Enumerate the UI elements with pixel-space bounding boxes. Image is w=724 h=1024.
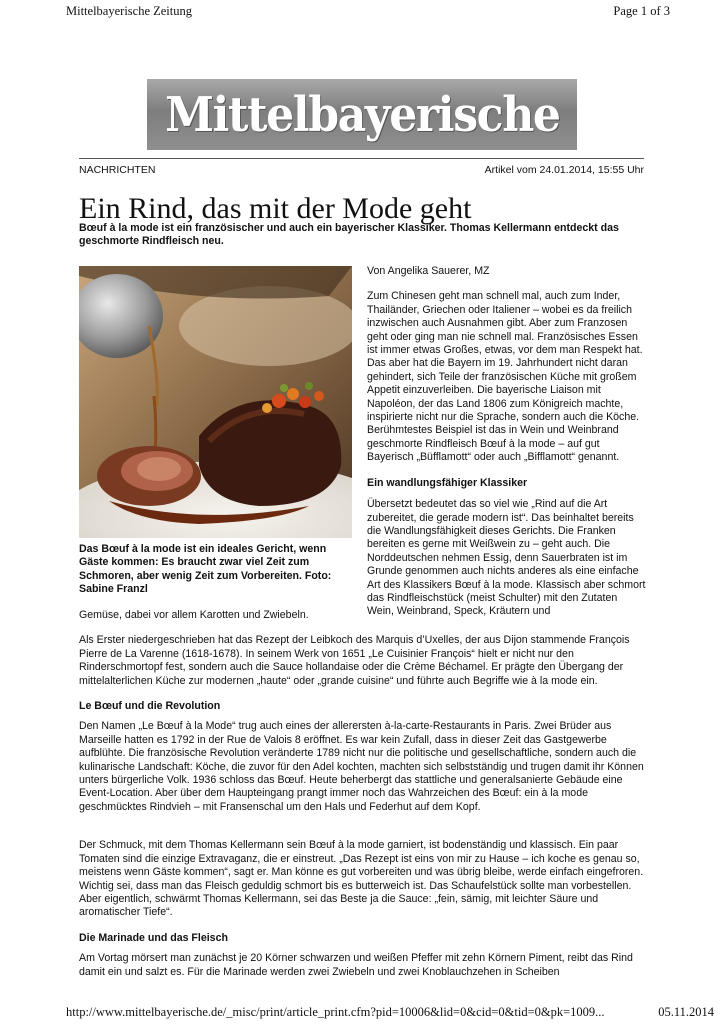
masthead-logo xyxy=(147,79,577,150)
paragraph-3: Als Erster niedergeschrieben hat das Rezept der Leibkoch des Marquis d’Uxelles, der aus Dijon stammende François Pierre de La Varenne (1618-1678). In seinem Werk von 1651 „Le Cuisinier François“ hielt er nicht nur den Rinderschmortopf fest, sondern auch die Sauce hollandaise oder die Crème Béchamel. Er prägte den Übergang der mittelalterlichen Küche zur modernen „haute“ oder „grande cuisine“ und führte auch Begriffe wie à la mode ein. xyxy=(79,634,630,687)
article-date: Artikel vom 24.01.2014, 15:55 Uhr xyxy=(484,164,644,176)
paragraph-5: Der Schmuck, mit dem Thomas Kellermann sein Bœuf à la mode garniert, ist bodenständig und klassisch. Ein paar Tomaten sind die einzige Extravaganz, die er einstreut. „Das Rezept ist eins von mir zu Hause – ich koche es genau so, meistens wenn Gäste kommen“, sagt er. Man könne es gut vorbereiten und was übrig bleibe, werde einfach eingefroren. Wichtig sei, dass man das Fleisch geduldig schmort bis es butterweich ist. Das Schaufelstück sollte man vorbestellen. Aber eigentlich, schwärmt Thomas Kellermann, sei das Beste ja die Sauce: „fein, sämig, mit leichter Säure und aromatischer Tiefe“. xyxy=(79,839,644,919)
paragraph-6: Am Vortag mörsert man zunächst je 20 Körner schwarzen und weißen Pfeffer mit zehn Körnern Piment, reibt das Rind damit ein und salzt es. Für die Marinade werden zwei Zwiebeln und zwei Knoblauchzehen in Scheiben xyxy=(79,952,633,978)
print-header-source: Mittelbayerische Zeitung xyxy=(66,4,193,18)
print-footer xyxy=(66,1005,714,1020)
paragraph-continuation: Gemüse, dabei vor allem Karotten und Zwiebeln. xyxy=(79,609,309,621)
paragraph-1: Zum Chinesen geht man schnell mal, auch zum Inder, Thailänder, Griechen oder Italiener – wobei es da freilich inzwischen auch Ausnahmen gibt. Aber zum Franzosen geht oder ging man nie schnell mal. Französisches Essen ist immer etwas Großes, etwas, vor dem man Respekt hat. Das aber hat die Bayern im 19. Jahrhundert nicht daran gehindert, sich Teile der französischen Küche mit großem Appetit einzuverleiben. Die bayerische Liaison mit Napoléon, der das Land 1806 zum Königreich machte, inspirierte nicht nur die Sprache, sondern auch die Köche. Berühmtestes Beispiel ist das in Wein und Weinbrand geschmorte Rindfleisch Bœuf à la mode – auf gut Bayerisch „Büfflamott“ oder auch „Bifflamott“ genannt. xyxy=(367,290,643,464)
headline: Ein Rind, das mit der Mode geht xyxy=(79,192,472,225)
subheading-1: Ein wandlungsfähiger Klassiker xyxy=(367,476,528,489)
article-body xyxy=(79,609,646,991)
print-header-page: Page 1 of 3 xyxy=(613,4,670,18)
print-footer-url: http://www.mittelbayerische.de/_misc/print/article_print.cfm?pid=10006&lid=0&cid=0&tid=0&pk=1009... xyxy=(66,1005,605,1019)
subheading-3: Die Marinade und das Fleisch xyxy=(79,931,228,944)
section-label: NACHRICHTEN xyxy=(79,164,156,176)
logo-text: Mittelbayerische xyxy=(164,86,560,143)
print-footer-date: 05.11.2014 xyxy=(658,1005,714,1019)
article-photo xyxy=(79,266,352,538)
print-header xyxy=(66,4,670,19)
byline: Von Angelika Sauerer, MZ xyxy=(367,265,490,277)
paragraph-4: Den Namen „Le Bœuf à la Mode“ trug auch eines der allerersten à-la-carte-Restaurants in Paris. Zwei Brüder aus Marseille hatten es 1792 in der Rue de Valois 8 eröffnet. Es war kein Zufall, dass in dieser Zeit das Gastgewerbe aufblühte. Die französische Revolution veränderte 1789 nicht nur die politische und gesellschaftliche, sondern auch die kulinarische Landschaft: Köche, die zuvor für den Adel kochten, machten sich selbstständig und trugen damit ihr Können unters bürgerliche Volk. 1936 schloss das Bœuf. Heute beherbergt das stattliche und generalsanierte Gebäude eine Event-Location. Aber über dem Haupteingang prangt immer noch das Wahrzeichen des Bœuf: ein à la mode geschmücktes Rindvieh – mit Fransenschal um den Hals und Federhut auf dem Kopf. xyxy=(79,720,644,813)
meta-bar xyxy=(79,158,644,176)
food-photo-icon xyxy=(79,266,352,538)
lead-paragraph: Bœuf à la mode ist ein französischer und auch ein bayerischer Klassiker. Thomas Kellermann entdeckt das geschmorte Rindfleisch neu. xyxy=(79,222,619,248)
photo-caption: Das Bœuf à la mode ist ein ideales Gericht, wenn Gäste kommen: Es braucht zwar viel Zeit zum Schmoren, aber wenig Zeit zum Vorbereiten. Foto: Sabine Franzl xyxy=(79,543,332,596)
right-column xyxy=(367,265,647,631)
subheading-2: Le Bœuf und die Revolution xyxy=(79,700,221,713)
paragraph-2: Übersetzt bedeutet das so viel wie „Rind auf die Art zubereitet, die gerade modern ist“. Das beinhaltet bereits die Wandlungsfähigkeit dieses Gerichts. Die Franken bereiten es gerne mit Weißwein zu – geht auch. Die Norddeutschen nehmen Essig, denn Sauerbraten ist im Grunde genommen auch nichts anderes als eine einfache Art des Klassikers Bœuf à la mode. Klassisch aber schmort das Rindfleischstück (meist Schulter) mit den Zutaten Wein, Weinbrand, Speck, Kräutern und xyxy=(367,498,646,618)
